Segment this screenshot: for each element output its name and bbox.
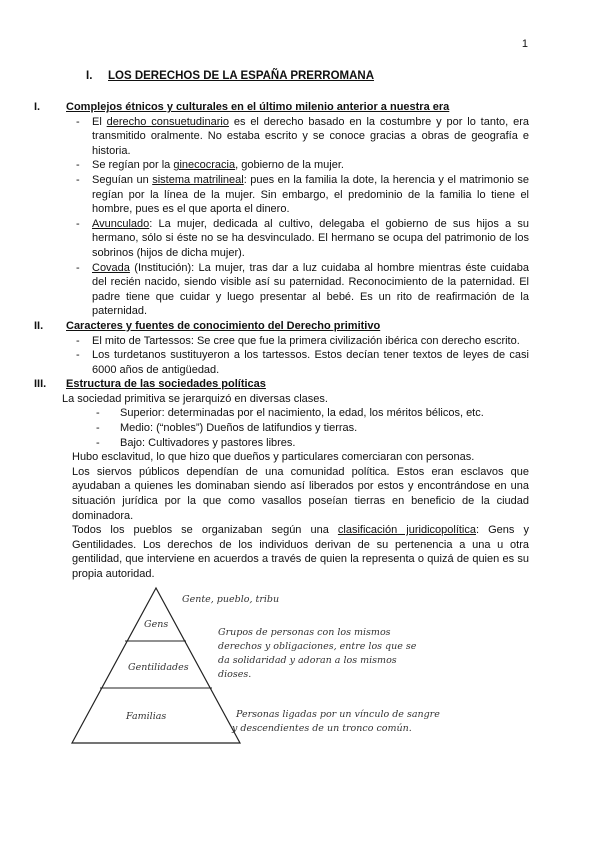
key-term: ginecocracia <box>173 159 236 172</box>
hierarchy-pyramid-diagram <box>60 583 440 753</box>
title-text: LOS DERECHOS DE LA ESPAÑA PRERROMANA <box>108 70 375 82</box>
level-label-familias: Familias <box>126 711 167 722</box>
section-heading <box>34 100 529 115</box>
note-familias-line: y descendientes de un tronco común. <box>232 723 412 734</box>
key-term: derecho consuetudinario <box>106 115 229 128</box>
note-gens: Gente, pueblo, tribu <box>182 594 280 605</box>
section-heading <box>34 319 529 334</box>
section-title: Complejos étnicos y culturales en el último milenio anterior a nuestra era <box>66 101 450 113</box>
bullet-list <box>34 334 529 378</box>
bullet-list <box>34 115 529 319</box>
key-term: Covada <box>92 261 130 274</box>
document-title <box>86 70 374 82</box>
section-title: Caracteres y fuentes de conocimiento del Derecho primitivo <box>66 319 381 332</box>
page-number: 1 <box>521 38 528 50</box>
level-label-gens: Gens <box>144 619 169 630</box>
note-gentilidades-line: Grupos de personas con los mismos <box>218 627 391 638</box>
paragraph: Los siervos públicos dependían de una comunidad política. Estos eran esclavos que ayudaban a quienes les dominaban siendo así liberados por estos y encontrándose en una situación jurídica por la que como vasallos poseían tierras en beneficio de la ciudad dominadora. <box>72 465 529 522</box>
section-number: I. <box>34 101 41 113</box>
note-gentilidades-line: dioses. <box>218 669 252 680</box>
list-item: - Los turdetanos sustituyeron a los tartessos. Estos decían tener textos de leyes de casi 6000 años de antigüedad. <box>92 348 529 377</box>
paragraph: Todos los pueblos se organizaban según una clasificación juridicopolítica: Gens y Gentilidades. Los derechos de los individuos derivan de su pertenencia a una u otra gentilidad, que interviene en acuerdos a través de quien la representa o quizá de quien es su propia autoridad. <box>72 524 529 580</box>
list-item: - Covada (Institución): La mujer, tras dar a luz cuidaba al hombre mientras éste cuidaba del recién nacido, siendo visible así su paternidad. Reconocimiento de la paternidad. El padre tiene que cuidar y luego presentar al bebé. Es un rito de reafirmación de la paternidad. <box>92 261 529 319</box>
list-item: - Se regían por la ginecocracia, gobierno de la mujer. <box>92 158 529 173</box>
list-item: - Bajo: Cultivadores y pastores libres. <box>120 436 529 451</box>
section-intro: La sociedad primitiva se jerarquizó en diversas clases. <box>62 392 328 405</box>
list-item: - Superior: determinadas por el nacimiento, la edad, los méritos bélicos, etc. <box>120 406 529 421</box>
section-number: III. <box>34 378 47 391</box>
key-term: sistema matrilineal <box>152 173 244 186</box>
list-item: - Seguían un sistema matrilineal: pues en la familia la dote, la herencia y el matrimonio se regían por la línea de la mujer. Sin embargo, el predominio de la familia lo tiene el hombre, pues es el que aporta el dinero. <box>92 173 529 217</box>
note-familias-line: Personas ligadas por un vínculo de sangre <box>236 709 440 720</box>
list-item: - El mito de Tartessos: Se cree que fue la primera civilización ibérica con derecho escrito. <box>92 334 529 349</box>
section-number: II. <box>34 319 44 332</box>
list-item: - Avunculado: La mujer, dedicada al cultivo, delegaba el gobierno de sus hijos a su hermano, sólo si éste no se ha desvinculado. El hermano se ocupa del patrimonio de los sobrinos (hijos de dicha mujer). <box>92 217 529 261</box>
section-title: Estructura de las sociedades políticas <box>66 378 266 391</box>
level-label-gentilidades: Gentilidades <box>128 662 189 673</box>
document-body <box>34 100 529 582</box>
class-list <box>34 406 529 450</box>
key-term: clasificación juridicopolítica <box>337 524 476 537</box>
title-number: I. <box>86 70 93 82</box>
note-gentilidades-line: da solidaridad y adoran a los mismos <box>218 655 397 666</box>
key-term: Avunculado <box>92 217 150 230</box>
list-item: - El derecho consuetudinario es el derecho basado en la costumbre y por lo tanto, era transmitido oralmente. No estaba escrito y se conoce gracias a obras de geografía e historia. <box>92 115 529 159</box>
paragraph: Hubo esclavitud, lo que hizo que dueños y particulares comerciaran con personas. <box>72 451 475 464</box>
list-item: - Medio: (“nobles”) Dueños de latifundios y tierras. <box>120 421 529 436</box>
note-gentilidades-line: derechos y obligaciones, entre los que se <box>218 641 417 652</box>
section-heading <box>34 377 529 392</box>
